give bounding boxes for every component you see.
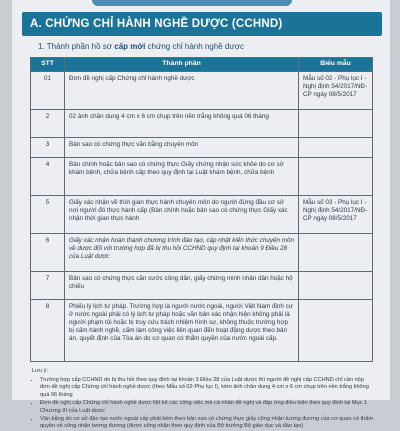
row-content: Bản sao có chứng thực căn cước công dân, giấy chứng minh nhân dân hoặc hộ chiếu <box>65 271 299 299</box>
row-stt: 5 <box>31 195 65 233</box>
section-title: A. CHỨNG CHỈ HÀNH NGHỀ DƯỢC (CCHND) <box>30 18 283 30</box>
header-content: Thành phần <box>65 58 299 72</box>
header-stt: STT <box>31 58 65 72</box>
table-header-row <box>31 58 373 72</box>
row-form: Mẫu số 02 - Phụ lục I - Nghị định 54/2017/NĐ-CP ngày 08/5/2017 <box>299 71 373 109</box>
row-form <box>299 233 373 271</box>
table-row <box>31 233 373 271</box>
row-form <box>299 137 373 157</box>
row-content: Giấy xác nhận hoàn thành chương trình đào tạo, cập nhật kiến thức chuyên môn về dược đối với trường hợp đã bị thu hồi CCHND quy định tại khoản 9 Điều 28 của Luật dược <box>65 233 299 271</box>
row-stt: 6 <box>31 233 65 271</box>
row-content: Phiếu lý lịch tư pháp. Trường hợp là người nước ngoài, người Việt Nam định cư ở nước ngoài phải có lý lịch tư pháp hoặc văn bản xác nhận hiện không phải là người phạm tội hoặc bị truy cứu trách nhiệm hình sự, không thuộc trường hợp bị cấm hành nghề, cấm làm công việc liên quan đến hoạt động dược theo bản án, quyết định của Tòa án do cơ quan có thẩm quyền của nước ngoài cấp. <box>65 299 299 361</box>
note-item: • Đơn đề nghị cấp Chứng chỉ hành nghề dược liệt kê các công việc mà cá nhân đề nghị và đáp ứng điều kiện theo quy định tại Mục 1 Chương III của Luật dược <box>40 400 374 416</box>
notes-label: Lưu ý: <box>32 367 48 374</box>
row-stt: 3 <box>31 137 65 157</box>
note-item: • Trường hợp cấp CCHND do bị thu hồi theo quy định tại khoản 3 Điều 28 của Luật dược thì người đề nghị cấp CCHND chỉ cần nộp đơn đề nghị cấp Chứng chỉ hành nghề dược (theo Mẫu số 02-Phụ lục I), kèm ảnh chân dung 4 cm x 6 cm chụp trên nền trắng không quá 06 tháng <box>40 377 374 400</box>
row-content: Đơn đề nghị cấp Chứng chỉ hành nghề dược <box>65 71 299 109</box>
table-row <box>31 195 373 233</box>
row-stt: 2 <box>31 109 65 137</box>
table-row <box>31 137 373 157</box>
row-stt: 8 <box>31 299 65 361</box>
table-row <box>31 71 373 109</box>
row-form <box>299 157 373 195</box>
row-stt: 7 <box>31 271 65 299</box>
notes-list <box>32 377 374 431</box>
row-form <box>299 109 373 137</box>
row-stt: 01 <box>31 71 65 109</box>
row-content: Bản sao có chứng thực văn bằng chuyên môn <box>65 137 299 157</box>
row-form <box>299 271 373 299</box>
row-stt: 4 <box>31 157 65 195</box>
note-item: • Văn bằng do cơ sở đào tạo nước ngoài cấp phải kèm theo bản sao có chứng thực giấy công nhận tương đương của cơ quan có thẩm quyền về công nhận tương đương (được công nhận theo quy định của Bộ trưởng Bộ giáo dục và đào tạo) <box>40 416 374 431</box>
header-form: Biểu mẫu <box>299 58 373 72</box>
document-page <box>12 0 390 430</box>
row-form: Mẫu số 03 - Phụ lục I - Nghị định 54/2017/NĐ-CP ngày 08/5/2017 <box>299 195 373 233</box>
subheading: 1. Thành phần hồ sơ cấp mới chứng chỉ hành nghề dược <box>38 42 244 51</box>
row-content: Giấy xác nhận về thời gian thực hành chuyên môn do người đứng đầu cơ sở nơi người đó thực hành cấp (Bản chính hoặc bản sao có chứng thực Giấy xác nhận thời gian thực hành <box>65 195 299 233</box>
notes-section <box>32 368 374 431</box>
requirements-table <box>30 57 373 362</box>
row-content: 02 ảnh chân dung 4 cm x 6 cm chụp trên nền trắng không quá 06 tháng <box>65 109 299 137</box>
table-row <box>31 271 373 299</box>
row-form <box>299 299 373 361</box>
section-header <box>22 12 382 36</box>
table-row <box>31 157 373 195</box>
row-content: Bản chính hoặc bản sao có chứng thực Giấy chứng nhận sức khỏe do cơ sở khám bệnh, chữa bệnh cấp theo quy định tại Luật khám bệnh, chữa bệnh <box>65 157 299 195</box>
table-row <box>31 109 373 137</box>
table-row <box>31 299 373 361</box>
header-tab <box>92 0 292 6</box>
